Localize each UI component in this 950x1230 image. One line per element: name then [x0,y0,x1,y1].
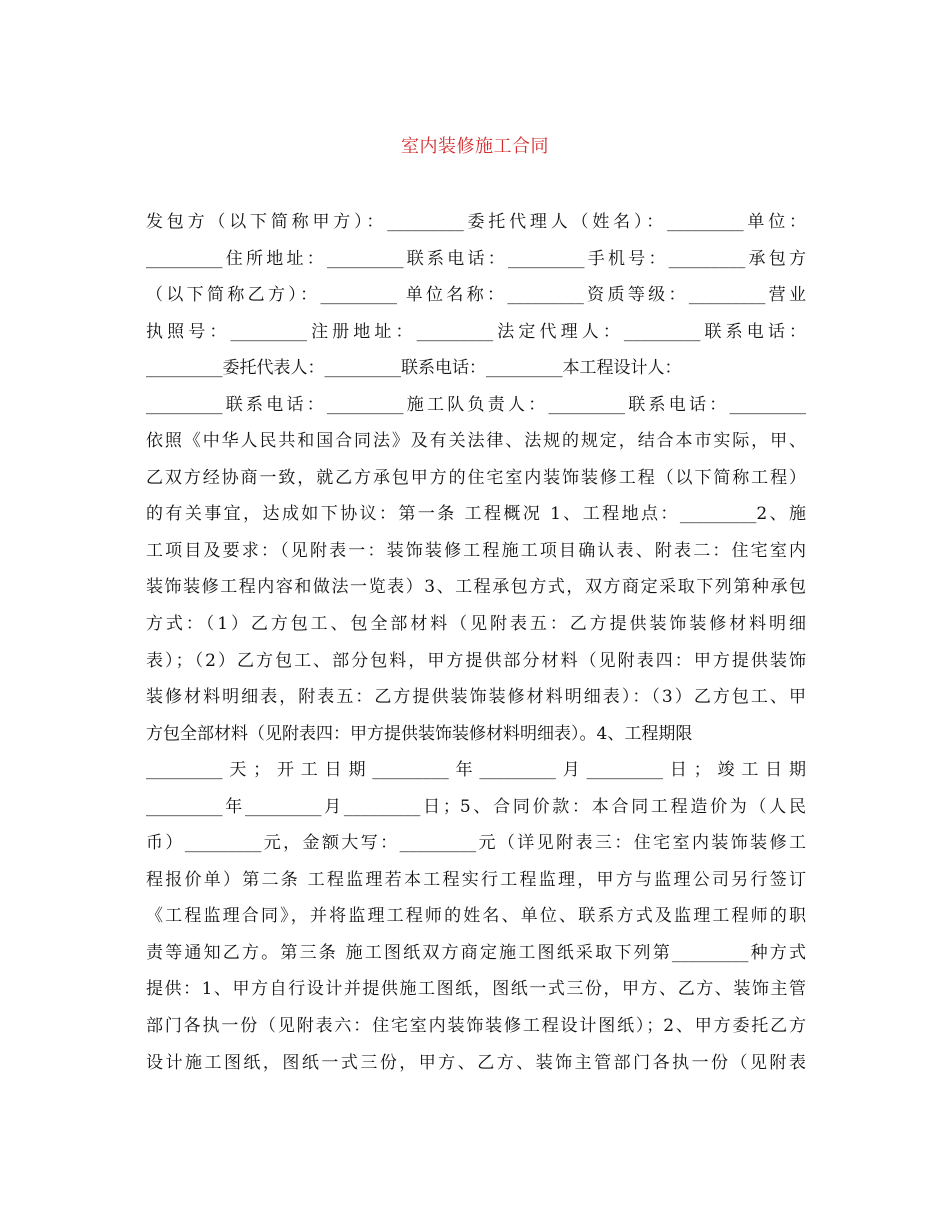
text-line: 依照《中华人民共和国合同法》及有关法律、法规的规定，结合本市实际，甲、 [146,431,806,452]
document-title: 室内装修施工合同 [401,136,549,157]
text-line: 发包方（以下简称甲方）：_________委托代理人（姓名）：_________单位： [146,212,806,232]
text-line: 装修材料明细表，附表五：乙方提供装饰装修材料明细表）：（3）乙方包工、甲 [146,687,806,708]
text-line: 提供：1、甲方自行设计并提供施工图纸，图纸一式三份，甲方、乙方、装饰主管 [146,979,806,1000]
text-line: _________天；开工日期_________年_________月_________日；竣工日期 [146,760,806,781]
text-line: 装饰装修工程内容和做法一览表）3、工程承包方式，双方商定采取下列第种承包 [146,577,806,598]
text-line: _________年_________月_________日；5、合同价款：本合同工程造价为（人民 [146,796,806,817]
text-line: _________住所地址：_________联系电话：_________手机号：_________承包方 [146,248,806,269]
text-line: 表）；（2）乙方包工、部分包料，甲方提供部分材料（见附表四：甲方提供装饰 [146,650,806,671]
text-line: 的有关事宜，达成如下协议：第一条 工程概况 1、工程地点：_________2、施 [146,504,806,525]
text-line: _________联系电话：_________施工队负责人：_________联系电话：_________ [146,394,806,415]
text-line: 币）_________元，金额大写：_________元（详见附表三：住宅室内装饰装修工 [146,833,806,854]
document-body [146,204,806,1081]
text-line: 方式：（1）乙方包工、包全部材料（见附表五：乙方提供装饰装修材料明细 [146,614,806,635]
text-line: 执照号：_________注册地址：_________法定代理人：_________联系电话： [146,321,806,342]
text-line: 部门各执一份（见附表六：住宅室内装饰装修工程设计图纸）；2、甲方委托乙方 [146,1016,806,1037]
text-line: 方包全部材料（见附表四：甲方提供装饰装修材料明细表）。4、工程期限 [146,723,693,744]
text-line: _________委托代表人：_________联系电话：_________本工程设计人： [146,358,682,379]
text-line: 责等通知乙方。第三条 施工图纸双方商定施工图纸采取下列第_________种方式 [146,942,806,963]
text-line: 设计施工图纸，图纸一式三份，甲方、乙方、装饰主管部门各执一份（见附表 [146,1052,806,1073]
text-line: （以下简称乙方）：_________ 单位名称：_________资质等级：_________营业 [146,285,806,306]
text-line: 程报价单）第二条 工程监理若本工程实行工程监理，甲方与监理公司另行签订 [146,869,806,890]
text-line: 乙双方经协商一致，就乙方承包甲方的住宅室内装饰装修工程（以下简称工程） [146,467,806,488]
text-line: 《工程监理合同》，并将监理工程师的姓名、单位、联系方式及监理工程师的职 [146,906,806,927]
text-line: 工项目及要求：（见附表一：装饰装修工程施工项目确认表、附表二：住宅室内 [146,540,806,561]
